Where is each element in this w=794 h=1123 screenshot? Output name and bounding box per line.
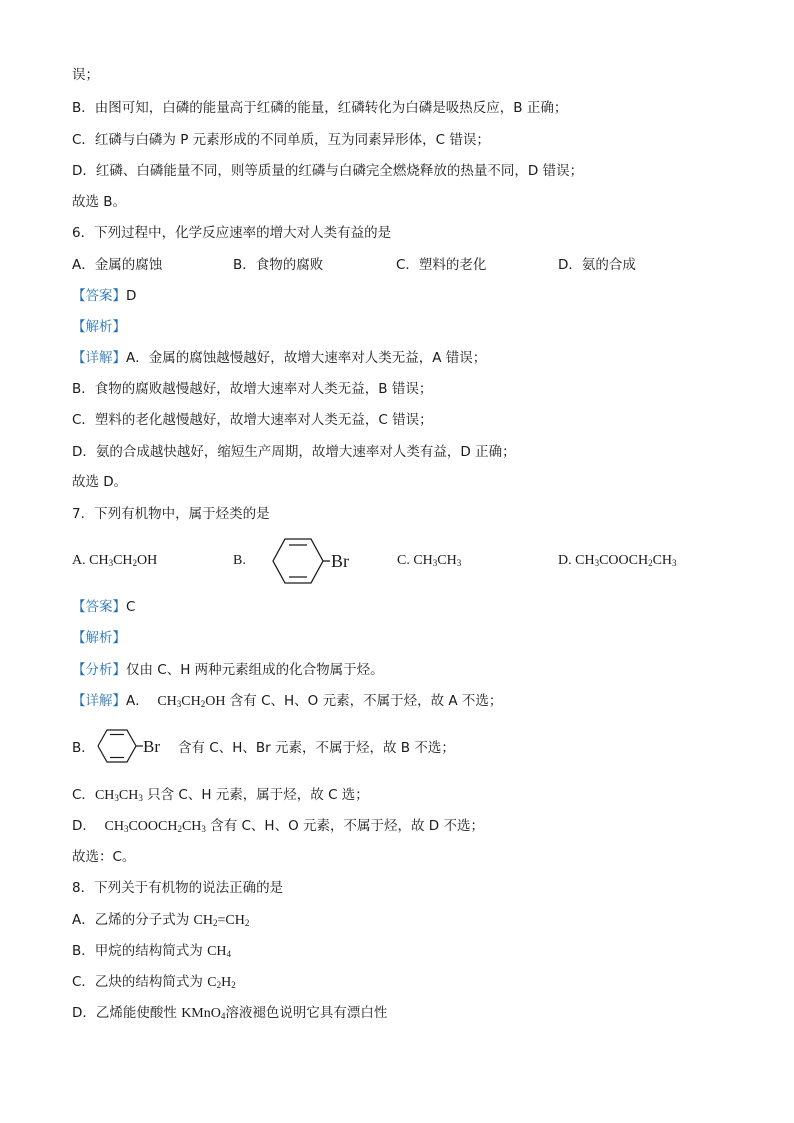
formula-ethyl-acetate: $CH_3COOCH_2CH_3$ bbox=[575, 553, 677, 568]
q6-detail-b: B．食物的腐败越慢越好，故增大速率对人类无益，B 错误； bbox=[72, 381, 433, 397]
q7-option-a bbox=[72, 552, 157, 570]
q7-detail-d: D． $CH_3COOCH_2CH_3$ 含有 C、H、O 元素，不属于烃，故 D 不选； bbox=[72, 818, 484, 834]
q5-explanation-d: D．红磷、白磷能量不同，则等质量的红磷与白磷完全燃烧释放的热量不同，D 错误； bbox=[72, 163, 584, 179]
option-label: C. bbox=[397, 553, 410, 568]
q7-option-d bbox=[558, 552, 677, 570]
q6-option-a: A．金属的腐蚀 bbox=[72, 257, 163, 273]
q7-detail-b-text: 含有 C、H、Br 元素，不属于烃，故 B 不选； bbox=[178, 740, 455, 756]
q7-detail-b: B． bbox=[72, 740, 95, 756]
q5-fragment: 误； bbox=[72, 67, 99, 83]
benzene-ring bbox=[273, 539, 330, 583]
formula-ethanol: $CH_3CH_2OH$ bbox=[157, 694, 226, 709]
answer-tag: 【答案】 bbox=[72, 288, 126, 304]
formula-ethyl-acetate: $CH_3COOCH_2CH_3$ bbox=[104, 819, 206, 834]
q6-answer-line bbox=[72, 287, 136, 305]
analysis-tag: 【解析】 bbox=[72, 319, 126, 335]
q7-conclusion: 故选：C。 bbox=[72, 849, 136, 865]
q6-option-b: B．食物的腐败 bbox=[233, 257, 324, 273]
q8-option-a: A．乙烯的分子式为 $CH_2=CH_2$ bbox=[72, 912, 250, 928]
q7-detail-b-bromobenzene bbox=[92, 724, 182, 768]
formula-ethylene: $CH_2=CH_2$ bbox=[193, 913, 250, 928]
q7-answer-line bbox=[72, 598, 135, 616]
q6-detail-a-text: A．金属的腐蚀越慢越好，故增大速率对人类无益，A 错误； bbox=[126, 350, 487, 366]
q6-answer: D bbox=[126, 288, 137, 304]
bromine-label: Br bbox=[331, 551, 349, 571]
q6-analysis-line bbox=[72, 318, 126, 336]
q7-analysis-line bbox=[72, 629, 126, 647]
q5-explanation-c: C．红磷与白磷为 P 元素形成的不同单质，互为同素异形体，C 错误； bbox=[72, 132, 490, 148]
q7-detail-c: C．$CH_3CH_3$ 只含 C、H 元素，属于烃，故 C 选； bbox=[72, 787, 369, 803]
formula-ethane: $CH_3CH_3$ bbox=[94, 788, 143, 803]
q7-stem: 7．下列有机物中，属于烃类的是 bbox=[72, 506, 270, 522]
answer-tag: 【答案】 bbox=[72, 599, 126, 615]
option-label: D. bbox=[558, 553, 572, 568]
detail-tag: 【详解】 bbox=[72, 350, 126, 366]
q6-option-c: C．塑料的老化 bbox=[396, 257, 487, 273]
formula-permanganate: KMnO$_4$ bbox=[181, 1006, 226, 1021]
q6-detail-a bbox=[72, 349, 486, 367]
benzene-ring bbox=[98, 730, 143, 762]
q6-option-d: D．氨的合成 bbox=[558, 257, 636, 273]
analysis-tag: 【解析】 bbox=[72, 630, 126, 646]
formula-methane: $CH_4$ bbox=[207, 944, 232, 959]
formula-acetylene: $C_2H_2$ bbox=[207, 975, 236, 990]
q5-conclusion: 故选 B。 bbox=[72, 194, 127, 210]
q7-fenxi-line bbox=[72, 661, 384, 679]
formula-ethane: $CH_3CH_3$ bbox=[413, 553, 462, 568]
bromine-label: Br bbox=[143, 737, 160, 756]
fenxi-tag: 【分析】 bbox=[72, 662, 126, 678]
q8-option-c: C．乙炔的结构简式为 $C_2H_2$ bbox=[72, 974, 236, 990]
option-label: A. bbox=[72, 553, 86, 568]
q7-option-b-bromobenzene bbox=[252, 530, 362, 592]
detail-tag: 【详解】 bbox=[72, 693, 126, 709]
q7-detail-a: 【详解】A． $CH_3CH_2OH$ 含有 C、H、O 元素，不属于烃，故 A 不选； bbox=[72, 693, 503, 709]
q8-option-b: B．甲烷的结构简式为 $CH_4$ bbox=[72, 943, 232, 959]
q5-explanation-b: B．由图可知，白磷的能量高于红磷的能量，红磷转化为白磷是吸热反应，B 正确； bbox=[72, 100, 568, 116]
q7-option-b-label: B. bbox=[233, 553, 246, 568]
q6-detail-c: C．塑料的老化越慢越好，故增大速率对人类无益，C 错误； bbox=[72, 412, 433, 428]
q6-detail-d: D．氨的合成越快越好，缩短生产周期，故增大速率对人类有益，D 正确； bbox=[72, 444, 516, 460]
q8-stem: 8．下列关于有机物的说法正确的是 bbox=[72, 880, 284, 896]
q7-option-c bbox=[397, 552, 461, 570]
q7-fenxi-text: 仅由 C、H 两种元素组成的化合物属于烃。 bbox=[126, 662, 384, 678]
q6-stem: 6．下列过程中，化学反应速率的增大对人类有益的是 bbox=[72, 225, 392, 241]
q6-conclusion: 故选 D。 bbox=[72, 474, 128, 490]
q7-answer: C bbox=[126, 599, 136, 615]
formula-ethanol: $CH_3CH_2OH$ bbox=[89, 553, 158, 568]
q8-option-d: D．乙烯能使酸性 KMnO$_4$溶液褪色说明它具有漂白性 bbox=[72, 1005, 388, 1021]
